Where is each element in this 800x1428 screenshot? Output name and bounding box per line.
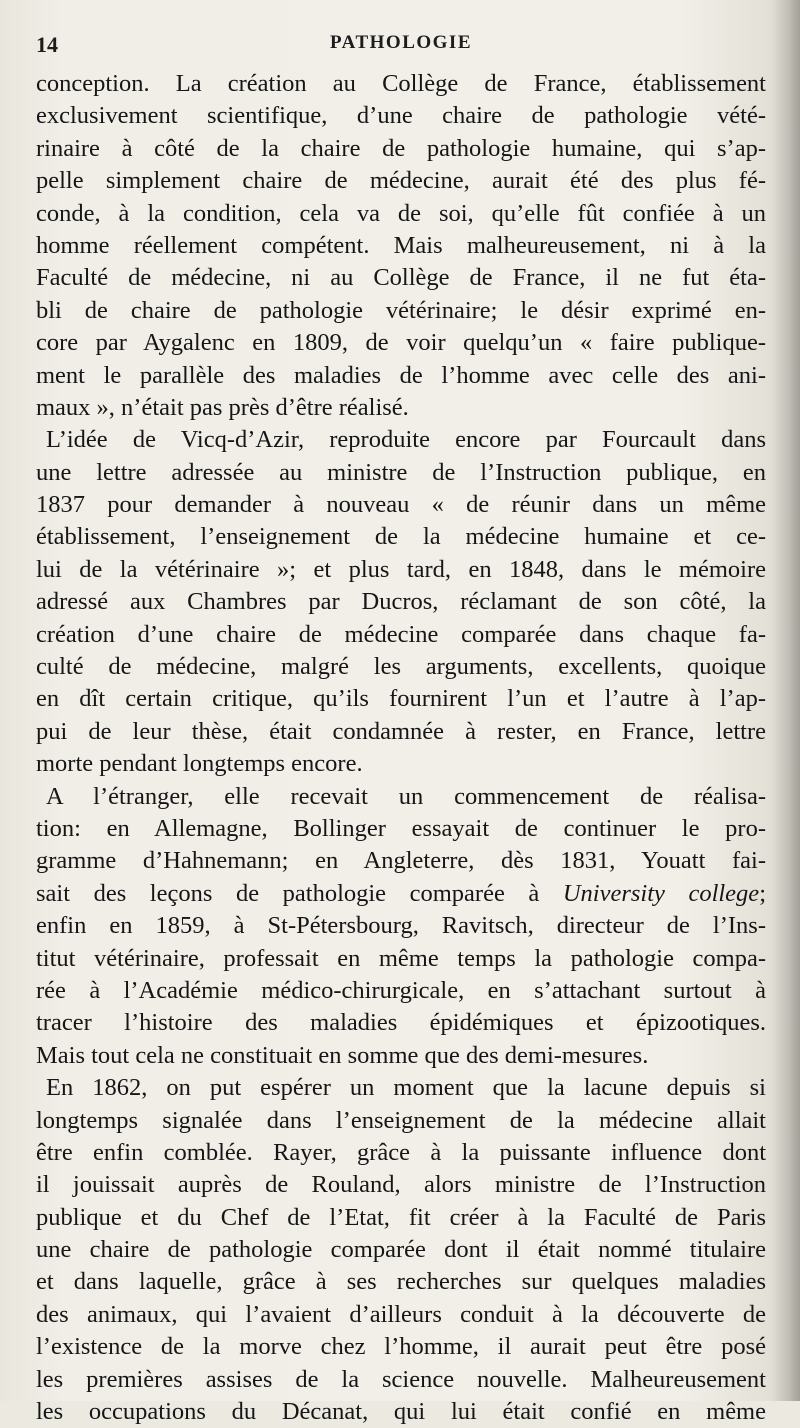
text-line: maux », n’était pas près d’être réalisé. (36, 393, 409, 421)
body-text (36, 68, 766, 1428)
text-line: une chaire de pathologie comparée dont il était nommé titulaire (36, 1236, 766, 1264)
text-line: les premières assises de la science nouvelle. Malheureusement (36, 1365, 766, 1393)
text-line: tion: en Allemagne, Bollinger essayait de continuer le pro- (36, 814, 766, 842)
text-line: publique et du Chef de l’Etat, fit créer à la Faculté de Paris (36, 1203, 766, 1231)
text-line: enfin en 1859, à St-Pétersbourg, Ravitsch, directeur de l’Ins- (36, 912, 766, 940)
text-line: Faculté de médecine, ni au Collège de France, il ne fut éta- (36, 264, 766, 292)
text-line: En 1862, on put espérer un moment que la lacune depuis si (46, 1074, 766, 1102)
text-line: tracer l’histoire des maladies épidémiques et épizootiques. (36, 1009, 766, 1037)
text-line: et dans laquelle, grâce à ses recherches sur quelques maladies (36, 1268, 766, 1296)
text-line: core par Aygalenc en 1809, de voir quelqu’un « faire publique- (36, 329, 766, 357)
text-line: longtemps signalée dans l’enseignement de la médecine allait (36, 1106, 766, 1134)
text-line: pelle simplement chaire de médecine, aurait été des plus fé- (36, 167, 766, 195)
text-line: une lettre adressée au ministre de l’Instruction publique, en (36, 458, 766, 486)
text-line: Mais tout cela ne constituait en somme que des demi-mesures. (36, 1041, 649, 1069)
text-line: bli de chaire de pathologie vétérinaire; le désir exprimé en- (36, 296, 766, 324)
text-line: conde, à la condition, cela va de soi, qu’elle fût confiée à un (36, 199, 766, 227)
text-line: l’existence de la morve chez l’homme, il aurait peut être posé (36, 1333, 766, 1361)
text-line: lui de la vétérinaire »; et plus tard, en 1848, dans le mémoire (36, 555, 766, 583)
text-line: il jouissait auprès de Rouland, alors ministre de l’Instruction (36, 1171, 766, 1199)
text-line: établissement, l’enseignement de la médecine humaine et ce- (36, 523, 766, 551)
text-line: A l’étranger, elle recevait un commencement de réalisa- (46, 782, 766, 810)
running-title: PATHOLOGIE (329, 32, 473, 53)
text-line: des animaux, qui l’avaient d’ailleurs conduit à la découverte de (36, 1300, 766, 1328)
page-spine-shadow (772, 0, 800, 1401)
text-line: homme réellement compétent. Mais malheureusement, ni à la (36, 231, 766, 259)
text-line: titut vétérinaire, professait en même temps la pathologie compa- (36, 944, 766, 972)
text-line: adressé aux Chambres par Ducros, réclamant de son côté, la (36, 588, 766, 616)
text-line-with-emphasis (36, 878, 766, 910)
italic-term: University college (562, 879, 760, 907)
text-line: création d’une chaire de médecine comparée dans chaque fa- (36, 620, 766, 648)
page-number: 14 (36, 32, 58, 57)
text-line: pui de leur thèse, était condamnée à rester, en France, lettre (36, 717, 766, 745)
text-line: culté de médecine, malgré les arguments, excellents, quoique (36, 653, 766, 681)
text-line: morte pendant longtemps encore. (36, 750, 363, 778)
text-segment: sait des leçons de pathologie comparée à (36, 879, 563, 907)
text-line: 1837 pour demander à nouveau « de réunir dans un même (36, 491, 766, 519)
page-header (36, 30, 766, 60)
text-segment: ; (759, 879, 766, 907)
text-line: L’idée de Vicq-d’Azir, reproduite encore par Fourcault dans (46, 426, 766, 454)
text-line: ment le parallèle des maladies de l’homme avec celle des ani- (36, 361, 766, 389)
text-line: gramme d’Hahnemann; en Angleterre, dès 1831, Youatt fai- (36, 847, 766, 875)
text-line: exclusivement scientifique, d’une chaire de pathologie vété- (36, 102, 766, 130)
text-line: les occupations du Décanat, qui lui était confié en même (36, 1398, 766, 1426)
text-line: conception. La création au Collège de France, établissement (36, 70, 766, 97)
text-line: être enfin comblée. Rayer, grâce à la puissante influence dont (36, 1138, 766, 1166)
text-line: rée à l’Académie médico-chirurgicale, en s’attachant surtout à (36, 976, 766, 1004)
text-line: en dît certain critique, qu’ils fournirent l’un et l’autre à l’ap- (36, 685, 766, 713)
text-line: rinaire à côté de la chaire de pathologie humaine, qui s’ap- (36, 134, 766, 162)
